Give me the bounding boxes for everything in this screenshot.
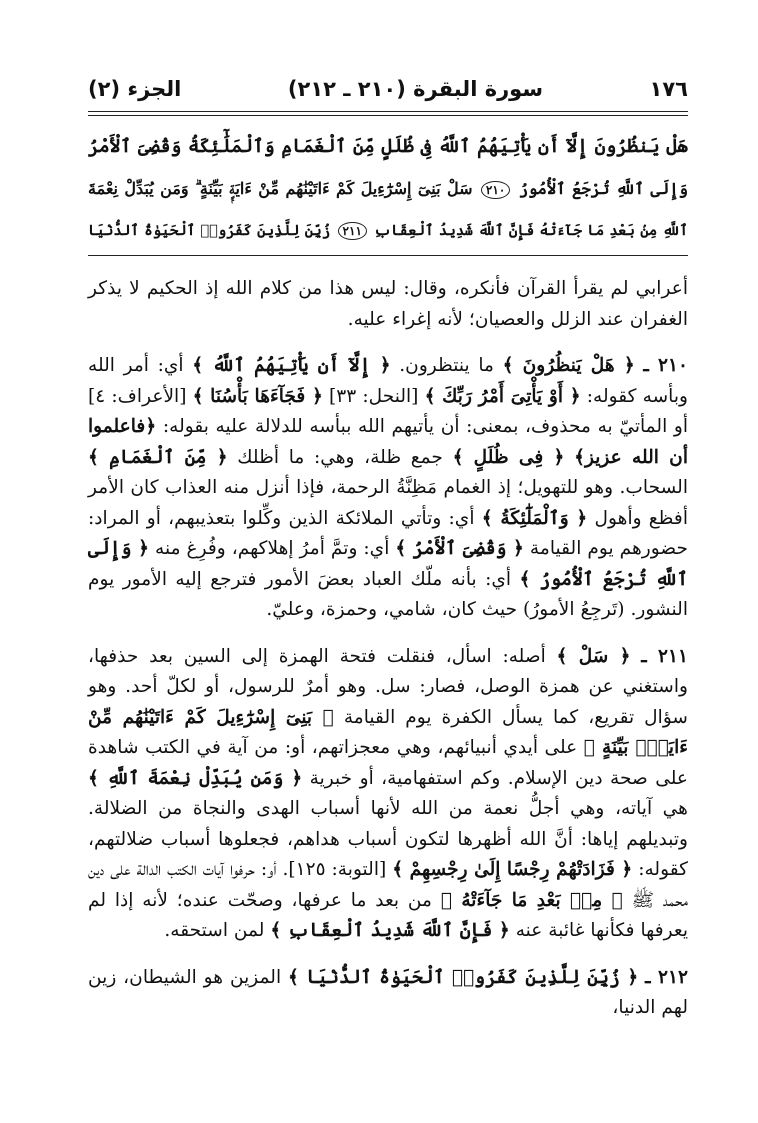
quran-quote: ﴿ بَنِىٓ إِسْرَٰٓءِيلَ كَمْ ءَاتَيْنَٰهُم مِّنْ ءَايَةٍۭ بَيِّنَةٍ ﴾ (88, 706, 689, 758)
verse-number-marker: ٢١٠ (481, 181, 510, 199)
commentary-text: على أيدي أنبيائهم، وهي معجزاتهم، أو: من آية في الكتب شاهدة على صحة دين الإسلام. وكم استفهامية، أو خبرية (88, 737, 688, 789)
verse-number-marker: ٢١١ (338, 222, 367, 240)
verse-text: ٱللَّهِ مِنۢ بَعْدِ مَا جَآءَتْهُ فَإِنَّ ٱللَّهَ شَدِيدُ ٱلْعِقَابِ (374, 222, 688, 239)
quran-quote: ﴿ وَإِلَى ٱللَّهِ تُرْجَعُ ٱلْأُمُورُ ﴾ (88, 538, 688, 590)
verse-line-3 (88, 210, 688, 252)
page-number: ١٧٦ (649, 77, 688, 101)
quran-quote: ﴿ فَإِنَّ ٱللَّهَ شَدِيدُ ٱلْعِقَابِ ﴾ (270, 920, 510, 941)
header-rule-thin (88, 115, 688, 116)
verses-rule (88, 255, 688, 256)
reference: [النحل: ٣٣] (329, 385, 419, 407)
paragraph-212 (88, 963, 688, 1024)
section-number: ٢١٢ ـ (645, 966, 689, 988)
quran-quote: ﴿ أَوْ يَأْتِىَ أَمْرُ رَبِّكَ ﴾ (424, 385, 581, 407)
quran-quote: ﴿ سَلْ ﴾ (556, 645, 631, 667)
commentary-text: [التوبة: ١٢٥]. أو: حرفوا آيات الكتب الدالة على دين محمد ﷺ (88, 859, 688, 911)
quran-quote: ﴿ وَقُضِىَ ٱلْأَمْرُ ﴾ (395, 538, 524, 559)
juz-label: الجزء (٢) (88, 77, 182, 101)
commentary-text: السحاب. وهو للتهويل؛ إذ الغمام مَظِنَّةُ الرحمة، فإذا أنزل منه العذاب كان الأمر أفظع وأهول (88, 477, 688, 529)
commentary-text: هي آياته، وهي أجلُّ نعمة من الله لأنها أسباب الهدى والنجاة من الضلالة. وتبديلهم إياها: أنَّ الله أظهرها لتكون أسباب هداهم، فجعلوها أسباب ضلالتهم، كقوله: (88, 798, 688, 880)
quran-quote: ﴿ زُيِّنَ لِلَّذِينَ كَفَرُوا۟ ٱلْحَيَوٰةُ ٱلدُّنْيَا ﴾ (288, 966, 639, 988)
quran-quote: ﴿ هَلْ يَنظُرُونَ ﴾ (502, 355, 635, 376)
running-header (88, 72, 688, 106)
quran-quote: ﴿ إِلَّآ أَن يَأْتِيَهُمُ ٱللَّهُ ﴾ (192, 355, 391, 376)
quran-verses (88, 126, 688, 252)
paragraph-210 (88, 351, 688, 626)
commentary-text: من بعد ما عرفها، وصحّت عنده؛ لأنه إذا لم يعرفها فكأنها غائبة عنه (88, 889, 688, 941)
verse-line-2 (88, 168, 688, 210)
commentary (88, 274, 688, 1040)
quran-quote: ﴿فاعلموا أن الله عزيز﴾ (88, 416, 688, 468)
surah-title: سورة البقرة (٢١٠ ـ ٢١٢) (287, 77, 544, 101)
book-page (88, 62, 688, 1112)
quran-quote: ﴿ وَمَن يُبَدِّلْ نِعْمَةَ ٱللَّهِ ﴾ (88, 767, 303, 789)
verse-text: وَإِلَى ٱللَّهِ تُرْجَعُ ٱلْأُمُورُ (518, 179, 688, 198)
commentary-text: أي: وتمَّ أمرُ إهلاكهم، وفُرِغ منه (155, 538, 390, 559)
paragraph-intro: أعرابي لم يقرأ القرآن فأنكره، وقال: ليس هذا من كلام الله إذ الحكيم لا يذكر الغفران عند الزلل والعصيان؛ لأنه إغراء عليه. (88, 278, 688, 330)
commentary-text: لمن استحقه. (164, 920, 265, 941)
quran-quote: ﴿ مِنۢ بَعْدِ مَا جَآءَتْهُ ﴾ (440, 889, 623, 911)
commentary-text: أي: بأنه ملّك العباد بعضَ الأمور فترجع إليه الأمور يوم النشور. (تَرجِعُ الأمورُ) حيث كان، شامي، وحمزة، وعليّ. (88, 568, 688, 620)
commentary-text: المزين هو الشيطان، زين لهم الدنيا، (88, 966, 688, 1018)
verse-text: سَلْ بَنِىٓ إِسْرَٰٓءِيلَ كَمْ ءَاتَيْنَٰهُم مِّنْ ءَايَةٍۭ بَيِّنَةٍ ۗ وَمَن يُبَدِّلْ نِعْمَةَ (88, 179, 473, 198)
quran-quote: ﴿ فَزَادَتْهُمْ رِجْسًا إِلَىٰ رِجْسِهِمْ ﴾ (392, 859, 633, 880)
section-number: ٢١١ ـ (641, 645, 688, 667)
quran-quote: ﴿ مِّنَ ٱلْغَمَامِ ﴾ (88, 446, 228, 468)
verse-line-1: هَلْ يَنظُرُونَ إِلَّآ أَن يَأْتِيَهُمُ ٱللَّهُ فِى ظُلَلٍ مِّنَ ٱلْغَمَامِ وَٱلْمَلَٰٓئِكَةُ وَقُضِىَ ٱلْأَمْرُ (88, 136, 688, 157)
commentary-text: أي: وتأتي الملائكة الذين وكِّلوا بتعذيبهم، أو المراد: حضورهم يوم القيامة (88, 507, 688, 559)
quran-quote: ﴿ فَجَآءَهَا بَأْسُنَا ﴾ (192, 385, 323, 407)
commentary-text: ما ينتظرون. (399, 355, 494, 376)
paragraph-211 (88, 642, 688, 947)
header-rule (88, 111, 688, 112)
commentary-text: أي: أمر الله وبأسه كقوله: (88, 355, 688, 407)
quran-quote: ﴿ فِى ظُلَلٍ ﴾ (452, 446, 565, 468)
quran-quote: ﴿ وَٱلْمَلَٰٓئِكَةُ ﴾ (481, 507, 588, 529)
commentary-text: جمع ظلة، وهي: ما أظلك (237, 446, 443, 468)
commentary-text: أصله: اسأل، فنقلت فتحة الهمزة إلى السين بعد حذفها، واستغني عن همزة الوصل، فصار: سل. وهو أمرٌ للرسول، أو لكلّ أحد. وهو سؤال تقريع، كما يسأل الكفرة يوم القيامة (88, 645, 689, 728)
commentary-text: [الأعراف: ٤] أو المأتيّ به محذوف، بمعنى: أن يأتيهم الله ببأسه للدلالة عليه بقوله: (88, 385, 688, 437)
section-number: ٢١٠ ـ (643, 355, 688, 376)
verse-text: زُيِّنَ لِلَّذِينَ كَفَرُوا۟ ٱلْحَيَوٰةُ ٱلدُّنْيَا (88, 222, 331, 239)
